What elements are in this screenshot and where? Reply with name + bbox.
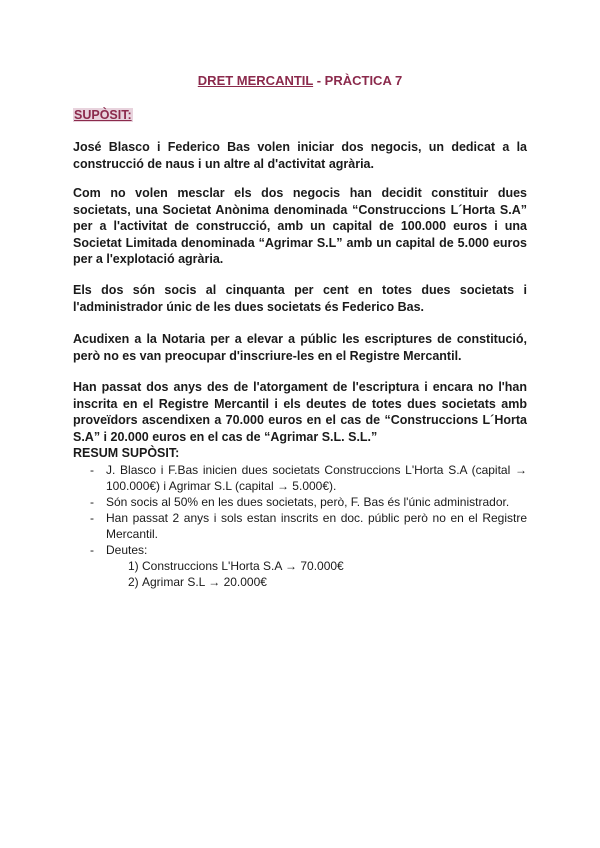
bullet-dash: - [90,511,94,525]
paragraph-societats: Com no volen mesclar els dos negocis han decidit constituir dues societats, una Societat Anònima denominada “Construccions L´Horta S.A” per a l'activitat de construcció, amb un capital de 100.000 euros i una Societat Limitada denominada “Agrimar S.L” amb un capital de 5.000 euros per a l'explotació agrària. [73,186,527,266]
deute-number: 2) [128,575,139,589]
list-item-text: Deutes: [106,543,148,557]
title-subject: DRET MERCANTIL [197,73,314,88]
deute-text: Agrimar S.L → 20.000€ [142,575,267,589]
bullet-dash: - [90,543,94,557]
paragraph-deutes: Han passat dos anys des de l'atorgament de l'escriptura i encara no l'han inscrita en el Registre Mercantil i els deutes de totes dues societats amb proveïdors ascendixen a 70.000 euros en el cas de “Construccions L´Horta S.A” i 20.000 euros en el cas de “Agrimar S.L. S.L.” [73,380,527,444]
resum-heading: RESUM SUPÒSIT: [73,446,180,460]
deute-text: Construccions L'Horta S.A → 70.000€ [142,559,344,573]
list-item-text: Són socis al 50% en les dues societats, però, F. Bas és l'únic administrador. [106,495,510,509]
paragraph-notaria: Acudixen a la Notaria per a elevar a públic les escriptures de constitució, però no es van preocupar d'inscriure-les en el Registre Mercantil. [73,332,527,363]
list-item [73,462,527,494]
deutes-list [106,558,527,590]
suposit-heading: SUPÒSIT: [74,108,132,122]
paragraph-socis: Els dos són socis al cinquanta per cent en totes dues societats i l'administrador únic de les dues societats és Federico Bas. [73,283,527,314]
list-item [73,494,527,510]
deute-item [106,574,527,590]
paragraph-intro: José Blasco i Federico Bas volen iniciar dos negocis, un dedicat a la construcció de naus i un altre al d'activitat agrària. [73,140,527,171]
bullet-dash: - [90,463,94,477]
resum-list [73,462,527,590]
deute-item [106,558,527,574]
page-title [0,73,600,88]
list-item-text: Han passat 2 anys i sols estan inscrits en doc. públic però no en el Registre Mercantil. [106,511,527,541]
bullet-dash: - [90,495,94,509]
title-practice: - PRÀCTICA 7 [313,73,403,88]
deute-number: 1) [128,559,139,573]
list-item-text: J. Blasco i F.Bas inicien dues societats Construccions L'Horta S.A (capital → 100.000€) i Agrimar S.L (capital → 5.000€). [106,463,527,493]
list-item [73,542,527,590]
list-item [73,510,527,542]
